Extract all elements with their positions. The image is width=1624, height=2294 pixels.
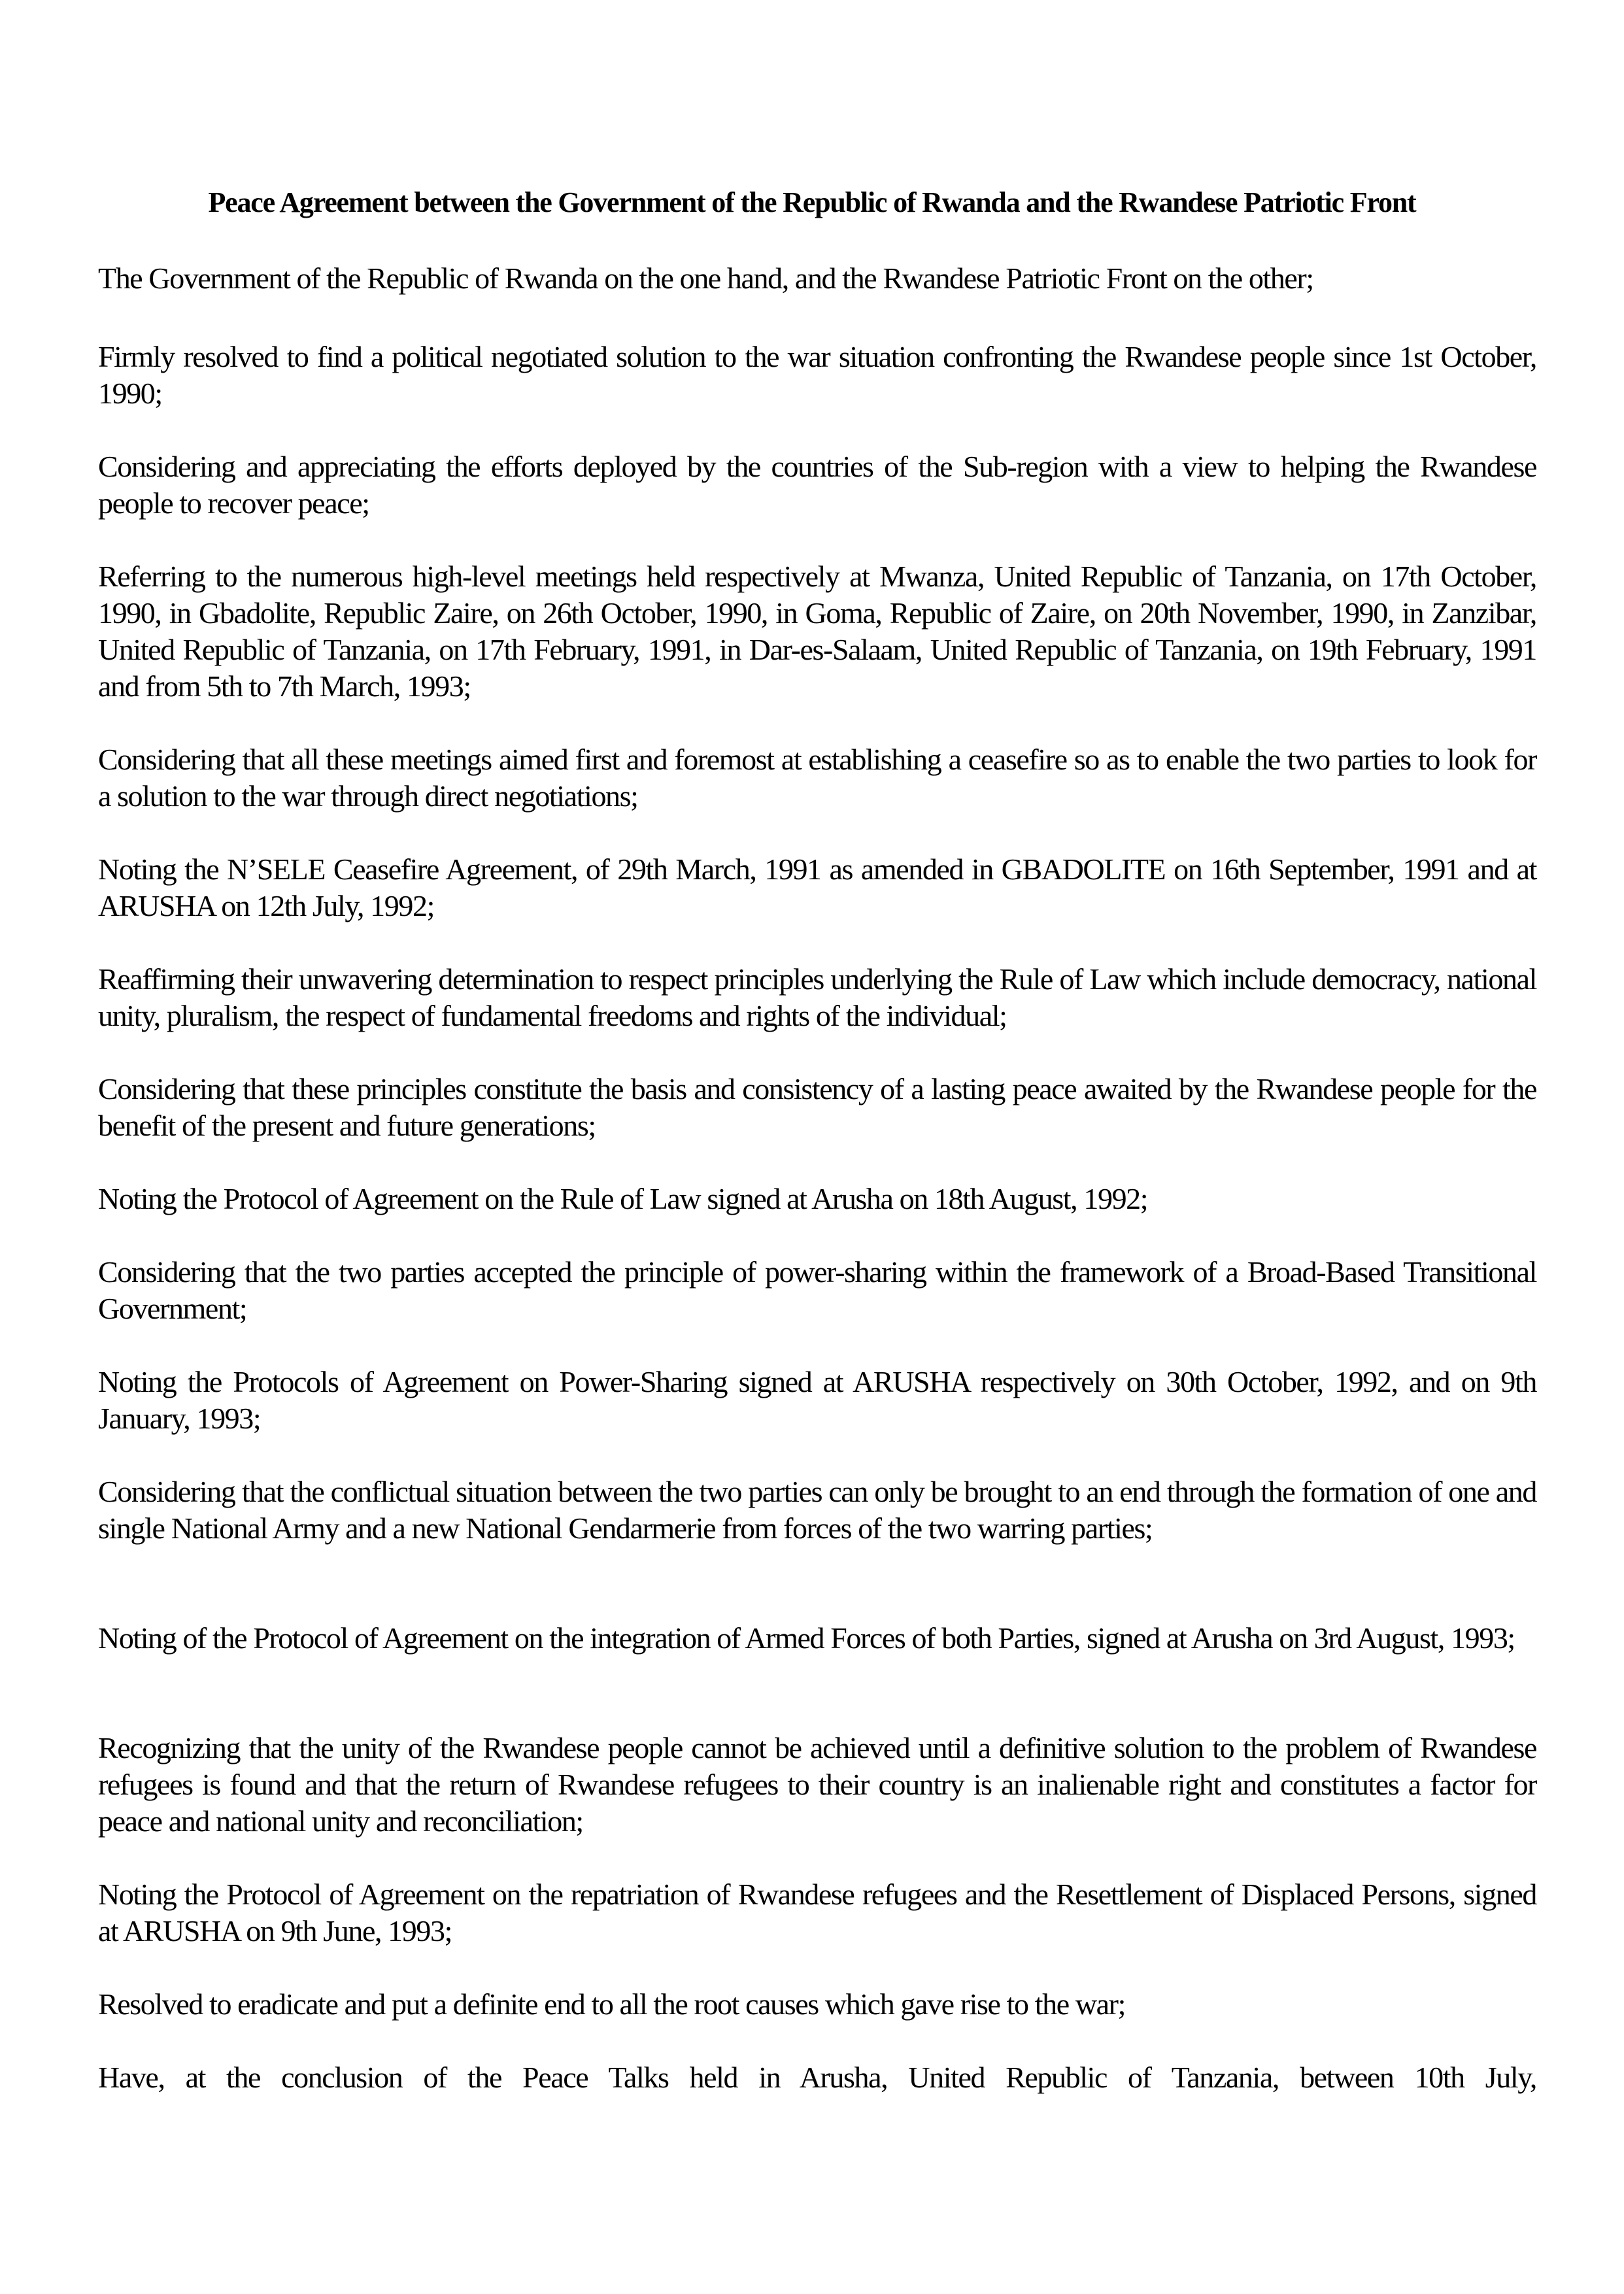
paragraph-considering-army: Considering that the conflictual situation between the two parties can only be brought to an end through the formation of one and single National Army and a new National Gendarmerie from forces of the two warring parties; bbox=[98, 1475, 1536, 1545]
paragraph-considering-efforts: Considering and appreciating the efforts deployed by the countries of the Sub-region with a view to helping the Rwandese people to recover peace; bbox=[98, 450, 1536, 520]
paragraph-firmly-resolved: Firmly resolved to find a political negotiated solution to the war situation confronting the Rwandese people since 1st October, 1990; bbox=[98, 340, 1536, 410]
document-title: Peace Agreement between the Government of the Republic of Rwanda and the Rwandese Patriotic Front bbox=[208, 186, 1416, 218]
paragraph-referring-meetings: Referring to the numerous high-level meetings held respectively at Mwanza, United Republic of Tanzania, on 17th October, 1990, in Gbadolite, Republic Zaire, on 26th October, 1990, in Goma, Republic of Zaire, on 20th November, 1990, in Zanzibar, United Republic of Tanzania, on 17th February, 1991, in Dar-es-Salaam, United Republic of Tanzania, on 19th February, 1991 and from 5th to 7th March, 1993; bbox=[98, 560, 1536, 703]
paragraph-resolved-eradicate: Resolved to eradicate and put a definite end to all the root causes which gave rise to the war; bbox=[98, 1987, 1125, 2021]
paragraph-noting-armed-forces: Noting of the Protocol of Agreement on the integration of Armed Forces of both Parties, signed at Arusha on 3rd August, 1993; bbox=[98, 1621, 1515, 1655]
paragraph-reaffirming: Reaffirming their unwavering determination to respect principles underlying the Rule of Law which include democracy, national unity, pluralism, the respect of fundamental freedoms and rights of the individual; bbox=[98, 962, 1536, 1032]
paragraph-considering-meetings: Considering that all these meetings aimed first and foremost at establishing a ceasefire so as to enable the two parties to look for a solution to the war through direct negotiations; bbox=[98, 743, 1536, 813]
paragraph-noting-rule-of-law: Noting the Protocol of Agreement on the Rule of Law signed at Arusha on 18th August, 1992; bbox=[98, 1182, 1148, 1215]
paragraph-noting-power-sharing: Noting the Protocols of Agreement on Power-Sharing signed at ARUSHA respectively on 30th October, 1992, and on 9th January, 1993; bbox=[98, 1365, 1536, 1435]
paragraph-recognizing-refugees: Recognizing that the unity of the Rwandese people cannot be achieved until a definitive solution to the problem of Rwandese refugees is found and that the return of Rwandese refugees to their country is an inalienable right and constitutes a factor for peace and national unity and reconciliation; bbox=[98, 1731, 1536, 1838]
paragraph-noting-nsele: Noting the N’SELE Ceasefire Agreement, of 29th March, 1991 as amended in GBADOLITE on 16th September, 1991 and at ARUSHA on 12th July, 1992; bbox=[98, 852, 1536, 922]
paragraph-preamble: The Government of the Republic of Rwanda on the one hand, and the Rwandese Patriotic Front on the other; bbox=[98, 261, 1313, 295]
paragraph-noting-repatriation: Noting the Protocol of Agreement on the repatriation of Rwandese refugees and the Resettlement of Displaced Persons, signed at ARUSHA on 9th June, 1993; bbox=[98, 1878, 1536, 1948]
paragraph-considering-principles: Considering that these principles constitute the basis and consistency of a lasting peace awaited by the Rwandese people for the benefit of the present and future generations; bbox=[98, 1072, 1536, 1142]
paragraph-considering-power-sharing: Considering that the two parties accepted the principle of power-sharing within the framework of a Broad-Based Transitional Government; bbox=[98, 1255, 1536, 1325]
paragraph-have-conclusion: Have, at the conclusion of the Peace Talks held in Arusha, United Republic of Tanzania, between 10th July, bbox=[98, 2061, 1536, 2094]
